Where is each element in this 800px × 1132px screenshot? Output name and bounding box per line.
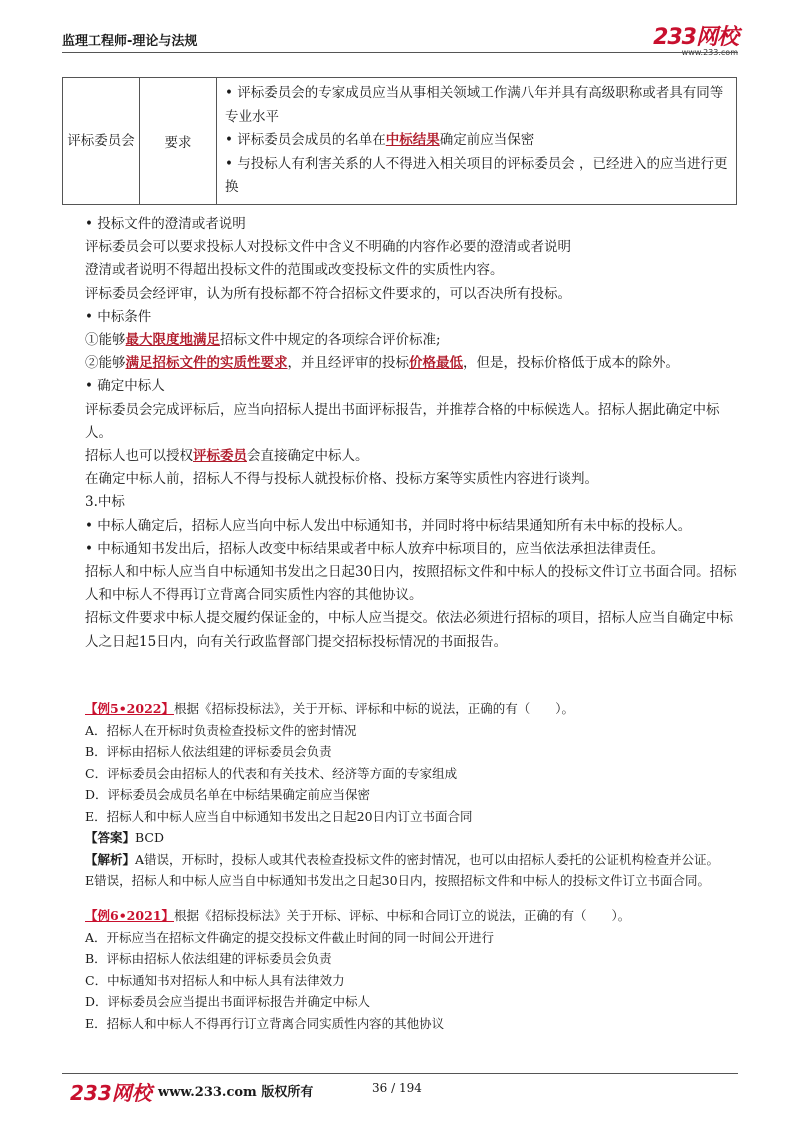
bullet-clarify: • 投标文件的澄清或者说明 (85, 216, 246, 232)
para: • 中标通知书发出后，招标人改变中标结果或者中标人放弃中标项目的，应当依法承担法律责任。 (85, 540, 665, 557)
option-a: A．开标应当在招标文件确定的提交投标文件截止时间的同一时间公开进行 (85, 929, 495, 945)
option-a: A．招标人在开标时负责检查投标文件的密封情况 (85, 722, 357, 738)
table-item-3: • 与投标人有利害关系的人不得进入相关项目的评标委员会 ，已经进入的应当进行更换 (225, 155, 728, 195)
para: 澄清或者说明不得超出投标文件的范围或改变投标文件的实质性内容。 (85, 262, 504, 279)
logo-text: 233网校 (653, 25, 738, 50)
option-c: C．评标委员会由招标人的代表和有关技术、经济等方面的专家组成 (85, 765, 458, 781)
bullet-conditions: • 中标条件 (85, 308, 152, 325)
footer-logo: 233网校 (70, 1081, 152, 1105)
para: 招标人和中标人应当自中标通知书发出之日起30日内，按照招标文件和中标人的投标文件订立书面合同。招标人和中标人不得再订立背离合同实质性内容的其他协议。 (85, 564, 737, 604)
option-d: D．评标委员会应当提出书面评标报告并确定中标人 (85, 994, 371, 1009)
analysis-2: E错误，招标人和中标人应当自中标通知书发出之日起30日内，按照招标文件和中标人的投标文件订立书面合同。 (85, 873, 711, 888)
para: 评标委员会可以要求投标人对投标文件中含义不明确的内容作必要的澄清或者说明 (85, 239, 571, 256)
page-number: 36 / 194 (372, 1081, 422, 1095)
para: 评标委员会经评审，认为所有投标都不符合招标文件要求的，可以否决所有投标。 (85, 285, 571, 302)
table-item-2: • 评标委员会成员的名单在中标结果确定前应当保密 (225, 132, 535, 148)
question-6 (85, 905, 745, 1034)
para: 在确定中标人前，招标人不得与投标人就投标价格、投标方案等实质性内容进行谈判。 (85, 471, 598, 488)
question-stem: 【例6•2021】根据《招标投标法》关于开标、评标、中标和合同订立的说法，正确的有（ ）。 (85, 908, 631, 923)
table-item-1: • 评标委员会的专家成员应当从事相关领域工作满八年并具有高级职称或者具有同等专业水平 (225, 85, 724, 125)
para: 招标人也可以授权评标委员会直接确定中标人。 (85, 448, 369, 465)
footer-site: www.233.com 版权所有 (158, 1085, 314, 1100)
section-heading: 3.中标 (85, 494, 125, 511)
analysis: 【解析】A错误，开标时，投标人或其代表检查投标文件的密封情况，也可以由招标人委托的公证机构检查并公证。 (85, 851, 720, 867)
condition-1: ①能够最大限度地满足招标文件中规定的各项综合评价标准; (85, 332, 441, 349)
option-e: E．招标人和中标人不得再行订立背离合同实质性内容的其他协议 (85, 1015, 445, 1031)
option-b: B．评标由招标人依法组建的评标委员会负责 (85, 951, 332, 966)
table-row-head: 评标委员会 (63, 78, 140, 205)
header-divider (62, 52, 738, 53)
logo-url: www.233.com (681, 48, 738, 57)
question-5 (85, 698, 745, 892)
body-text (85, 213, 740, 654)
header-title: 监理工程师-理论与法规 (62, 34, 198, 49)
option-d: D．评标委员会成员名单在中标结果确定前应当保密 (85, 787, 371, 802)
footer-divider (62, 1073, 738, 1074)
option-c: C．中标通知书对招标人和中标人具有法律效力 (85, 972, 345, 988)
para: • 中标人确定后，招标人应当向中标人发出中标通知书，并同时将中标结果通知所有未中标的投标人。 (85, 517, 692, 534)
para: 评标委员会完成评标后，应当向招标人提出书面评标报告，并推荐合格的中标候选人。招标人据此确定中标人。 (85, 401, 720, 441)
option-b: B．评标由招标人依法组建的评标委员会负责 (85, 744, 332, 759)
para: 招标文件要求中标人提交履约保证金的，中标人应当提交。依法必须进行招标的项目，招标人应当自确定中标人之日起15日内，向有关行政监督部门提交招标投标情况的书面报告。 (85, 610, 733, 650)
option-e: E．招标人和中标人应当自中标通知书发出之日起20日内订立书面合同 (85, 808, 473, 824)
answer: 【答案】BCD (85, 830, 165, 845)
requirements-table (62, 77, 737, 205)
table-col-label: 要求 (140, 78, 217, 205)
table-items (217, 78, 737, 205)
bullet-determine: • 确定中标人 (85, 378, 165, 395)
question-stem: 【例5•2022】根据《招标投标法》，关于开标、评标和中标的说法，正确的有（ ）。 (85, 701, 574, 716)
condition-2: ②能够满足招标文件的实质性要求，并且经评审的投标价格最低，但是，投标价格低于成本的除外。 (85, 355, 679, 372)
